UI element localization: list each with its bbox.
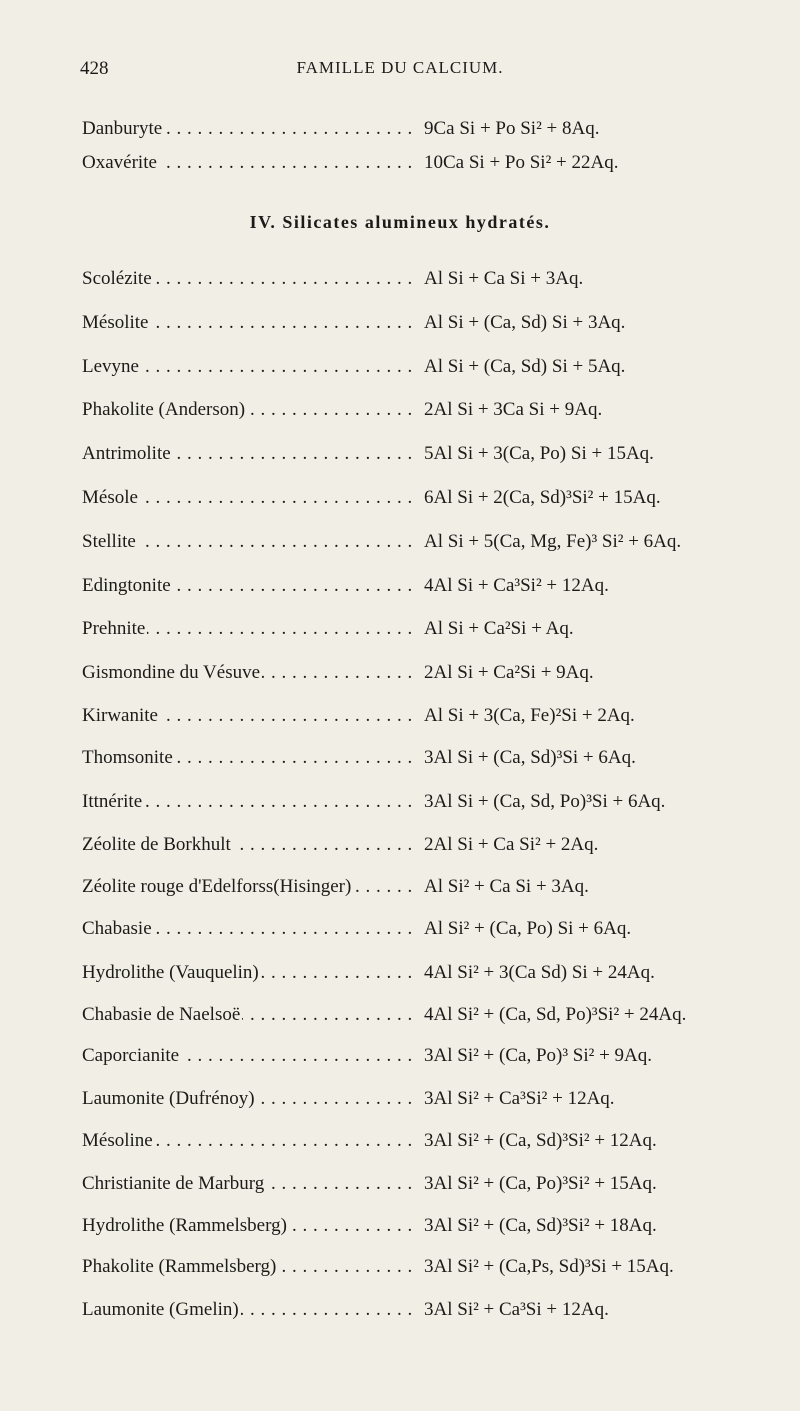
- mineral-name: Gismondine du Vésuve . . .: [82, 662, 412, 684]
- mineral-formula: Al Si + 5(Ca, Mg, Fe)³ Si² + 6Aq.: [424, 531, 682, 552]
- list-item: [0, 1256, 800, 1290]
- mineral-name: Phakolite (Anderson) . . .: [82, 399, 412, 421]
- list-item: [0, 876, 800, 910]
- mineral-formula: 3Al Si² + (Ca, Sd)³Si² + 18Aq.: [424, 1215, 657, 1236]
- mineral-formula: Al Si + Ca²Si + Aq.: [424, 618, 574, 639]
- mineral-formula: 2Al Si + Ca²Si + 9Aq.: [424, 662, 594, 683]
- list-item: [0, 152, 800, 186]
- mineral-name: Zéolite de Borkhult . . .: [82, 834, 412, 856]
- mineral-name: Mésolite . . .: [82, 312, 412, 334]
- mineral-formula: Al Si + Ca Si + 3Aq.: [424, 268, 584, 289]
- mineral-name: Levyne . . .: [82, 356, 412, 378]
- mineral-name: Antrimolite . . .: [82, 443, 412, 465]
- list-item: [0, 399, 800, 433]
- list-item: [0, 443, 800, 477]
- mineral-name: Caporcianite . . .: [82, 1045, 412, 1067]
- list-item: [0, 918, 800, 952]
- list-item: [0, 618, 800, 652]
- mineral-name: Chabasie . . .: [82, 918, 412, 940]
- list-item: [0, 962, 800, 996]
- mineral-name: Mésoline . . .: [82, 1130, 412, 1152]
- mineral-formula: 3Al Si + (Ca, Sd, Po)³Si + 6Aq.: [424, 791, 666, 812]
- running-head: FAMILLE DU CALCIUM.: [296, 58, 504, 77]
- mineral-name: Ittnérite . . .: [82, 791, 412, 813]
- mineral-name: Mésole . . .: [82, 487, 412, 509]
- mineral-formula: 9Ca Si + Po Si² + 8Aq.: [424, 118, 600, 139]
- list-item: [0, 662, 800, 696]
- section-title: IV. Silicates alumineux hydratés.: [249, 212, 551, 232]
- mineral-name: Hydrolithe (Rammelsberg) . . .: [82, 1215, 412, 1237]
- mineral-name: Laumonite (Dufrénoy) . . .: [82, 1088, 412, 1110]
- mineral-formula: 3Al Si² + (Ca, Sd)³Si² + 12Aq.: [424, 1130, 657, 1151]
- list-item: [0, 1088, 800, 1122]
- mineral-name: Stellite . . .: [82, 531, 412, 553]
- mineral-name: Phakolite (Rammelsberg) . . .: [82, 1256, 412, 1278]
- mineral-formula: 6Al Si + 2(Ca, Sd)³Si² + 15Aq.: [424, 487, 661, 508]
- mineral-name: Christianite de Marburg . . .: [82, 1173, 412, 1195]
- list-item: [0, 312, 800, 346]
- mineral-formula: 5Al Si + 3(Ca, Po) Si + 15Aq.: [424, 443, 654, 464]
- mineral-formula: Al Si + (Ca, Sd) Si + 5Aq.: [424, 356, 626, 377]
- mineral-name: Chabasie de Naelsoë . . .: [82, 1004, 412, 1026]
- mineral-formula: 2Al Si + 3Ca Si + 9Aq.: [424, 399, 603, 420]
- mineral-name: Kirwanite . . .: [82, 705, 412, 727]
- list-item: [0, 834, 800, 868]
- list-item: [0, 356, 800, 390]
- mineral-formula: 3Al Si² + (Ca, Po)³Si² + 15Aq.: [424, 1173, 657, 1194]
- mineral-name: Prehnite . . .: [82, 618, 412, 640]
- list-item: [0, 705, 800, 739]
- mineral-formula: 4Al Si² + (Ca, Sd, Po)³Si² + 24Aq.: [424, 1004, 687, 1025]
- list-item: [0, 747, 800, 781]
- list-item: [0, 1215, 800, 1249]
- list-item: [0, 575, 800, 609]
- list-item: [0, 487, 800, 521]
- list-item: [0, 1299, 800, 1333]
- mineral-formula: 4Al Si² + 3(Ca Sd) Si + 24Aq.: [424, 962, 655, 983]
- page-number: 428: [80, 58, 109, 79]
- mineral-name: Scolézite . . .: [82, 268, 412, 290]
- mineral-formula: 3Al Si + (Ca, Sd)³Si + 6Aq.: [424, 747, 636, 768]
- mineral-formula: Al Si + 3(Ca, Fe)²Si + 2Aq.: [424, 705, 635, 726]
- list-item: [0, 1045, 800, 1079]
- mineral-name: Edingtonite . . .: [82, 575, 412, 597]
- list-item: [0, 118, 800, 152]
- mineral-formula: 3Al Si² + (Ca, Po)³ Si² + 9Aq.: [424, 1045, 653, 1066]
- page-header: [80, 58, 720, 88]
- list-item: [0, 1004, 800, 1038]
- list-item: [0, 531, 800, 565]
- mineral-name: Zéolite rouge d'Edelforss(Hisinger) . . .: [82, 876, 412, 898]
- mineral-name: Thomsonite . . .: [82, 747, 412, 769]
- mineral-formula: 3Al Si² + Ca³Si² + 12Aq.: [424, 1088, 615, 1109]
- list-item: [0, 268, 800, 302]
- mineral-name: Hydrolithe (Vauquelin) . . .: [82, 962, 412, 984]
- mineral-formula: 10Ca Si + Po Si² + 22Aq.: [424, 152, 619, 173]
- list-item: [0, 791, 800, 825]
- list-item: [0, 1130, 800, 1164]
- mineral-formula: 4Al Si + Ca³Si² + 12Aq.: [424, 575, 609, 596]
- mineral-formula: Al Si² + (Ca, Po) Si + 6Aq.: [424, 918, 632, 939]
- mineral-formula: 3Al Si² + Ca³Si + 12Aq.: [424, 1299, 609, 1320]
- mineral-formula: 3Al Si² + (Ca,Ps, Sd)³Si + 15Aq.: [424, 1256, 674, 1277]
- mineral-name: Laumonite (Gmelin) . . .: [82, 1299, 412, 1321]
- mineral-formula: Al Si + (Ca, Sd) Si + 3Aq.: [424, 312, 626, 333]
- mineral-name: Oxavérite . . .: [82, 152, 412, 174]
- mineral-name: Danburyte . . .: [82, 118, 412, 140]
- list-item: [0, 1173, 800, 1207]
- mineral-formula: Al Si² + Ca Si + 3Aq.: [424, 876, 589, 897]
- mineral-formula: 2Al Si + Ca Si² + 2Aq.: [424, 834, 599, 855]
